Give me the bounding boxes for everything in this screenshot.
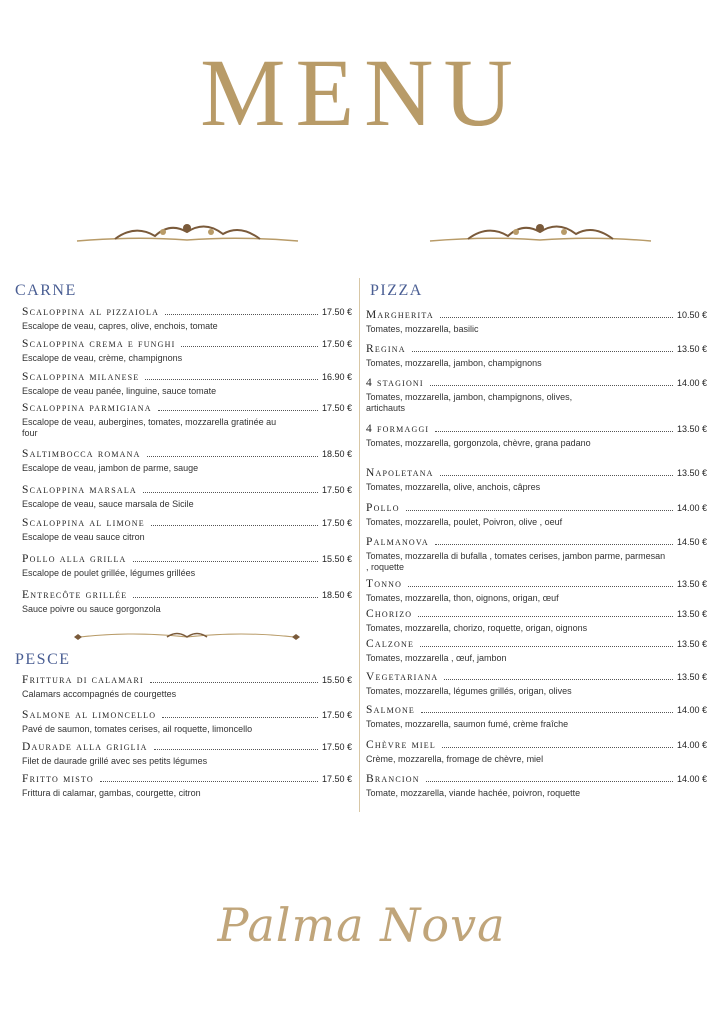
dot-leader	[430, 385, 673, 386]
item-price: 14.50 €	[676, 537, 707, 547]
item-description: Tomates, mozzarella, chorizo, roquette, origan, oignons	[366, 623, 588, 633]
item-description: Tomates, mozzarella , œuf, jambon	[366, 653, 507, 663]
menu-item	[22, 589, 352, 615]
item-name: Fritto misto	[22, 773, 94, 785]
dot-leader	[418, 616, 673, 617]
item-price: 17.50 €	[321, 710, 352, 720]
dot-leader	[145, 379, 318, 380]
menu-item	[366, 377, 707, 414]
item-description: Escalope de veau, sauce marsala de Sicile	[22, 499, 194, 509]
section-divider-ornament	[72, 628, 302, 646]
menu-item	[366, 467, 707, 493]
item-description: Escalope de veau, jambon de parme, sauge	[22, 463, 199, 473]
menu-item	[22, 517, 352, 543]
dot-leader	[426, 781, 673, 782]
item-price: 17.50 €	[321, 307, 352, 317]
dot-leader	[408, 586, 673, 587]
carne-list	[22, 306, 352, 626]
menu-item	[366, 309, 707, 335]
item-description: Tomates, mozzarella di bufalla , tomates cerises, jambon parme, parmesan , roquette	[366, 551, 666, 572]
dot-leader	[181, 346, 317, 347]
item-name: Vegetariana	[366, 671, 439, 683]
item-description: Sauce poivre ou sauce gorgonzola	[22, 604, 161, 614]
dot-leader	[420, 646, 673, 647]
section-heading-pesce: PESCE	[15, 651, 71, 668]
dot-leader	[151, 525, 318, 526]
menu-item	[22, 338, 352, 364]
menu-item	[22, 402, 352, 439]
item-name: Pollo alla grilla	[22, 553, 127, 565]
item-description: Tomates, mozzarella, gorgonzola, chèvre, grana padano	[366, 438, 591, 448]
dot-leader	[143, 492, 318, 493]
item-name: Salmone	[366, 704, 416, 716]
menu-item	[366, 502, 707, 528]
item-price: 13.50 €	[676, 344, 707, 354]
menu-item	[366, 536, 707, 573]
item-description: Calamars accompagnés de courgettes	[22, 689, 177, 699]
dot-leader	[150, 682, 318, 683]
menu-item	[22, 674, 352, 700]
item-description: Escalope de veau panée, linguine, sauce tomate	[22, 386, 217, 396]
dot-leader	[162, 717, 318, 718]
item-description: Tomates, mozzarella, légumes grillés, origan, olives	[366, 686, 572, 696]
menu-item	[22, 741, 352, 767]
item-price: 17.50 €	[321, 339, 352, 349]
item-price: 14.00 €	[676, 774, 707, 784]
item-name: Frittura di calamari	[22, 674, 144, 686]
item-price: 18.50 €	[321, 449, 352, 459]
menu-title: MENU	[200, 39, 523, 146]
menu-item	[22, 553, 352, 579]
item-price: 13.50 €	[676, 468, 707, 478]
item-name: Calzone	[366, 638, 415, 650]
column-divider	[359, 278, 360, 812]
item-price: 15.50 €	[321, 675, 352, 685]
item-description: Tomates, mozzarella, saumon fumé, crème fraîche	[366, 719, 569, 729]
section-heading-carne: CARNE	[15, 282, 77, 299]
item-description: Tomate, mozzarella, viande hachée, poivron, roquette	[366, 788, 581, 798]
dot-leader	[158, 410, 318, 411]
item-name: Daurade alla griglia	[22, 741, 148, 753]
item-name: Scaloppina marsala	[22, 484, 137, 496]
item-name: Salmone al limoncello	[22, 709, 157, 721]
section-heading-pizza: PIZZA	[370, 282, 423, 299]
dot-leader	[440, 317, 673, 318]
item-description: Escalope de veau, aubergines, tomates, mozzarella gratinée au four	[22, 417, 277, 438]
item-description: Tomates, mozzarella, thon, oignons, origan, œuf	[366, 593, 559, 603]
dot-leader	[444, 679, 673, 680]
menu-item	[22, 709, 352, 735]
item-name: Regina	[366, 343, 406, 355]
dot-leader	[133, 561, 318, 562]
dot-leader	[165, 314, 318, 315]
item-name: Entrecôte grillée	[22, 589, 128, 601]
menu-item	[366, 608, 707, 634]
item-name: Margherita	[366, 309, 434, 321]
item-price: 13.50 €	[676, 672, 707, 682]
menu-item	[366, 671, 707, 697]
menu-item	[22, 306, 352, 332]
menu-item	[366, 773, 707, 799]
item-name: 4 stagioni	[366, 377, 424, 389]
item-price: 17.50 €	[321, 774, 352, 784]
item-name: Pollo	[366, 502, 400, 514]
dot-leader	[133, 597, 318, 598]
item-price: 17.50 €	[321, 742, 352, 752]
item-name: Scaloppina al limone	[22, 517, 145, 529]
item-price: 17.50 €	[321, 403, 352, 413]
pizza-list	[366, 309, 707, 809]
item-price: 16.90 €	[321, 372, 352, 382]
item-price: 10.50 €	[676, 310, 707, 320]
item-name: Scaloppina parmigiana	[22, 402, 152, 414]
menu-item	[22, 448, 352, 474]
item-price: 14.00 €	[676, 705, 707, 715]
item-description: Escalope de poulet grillée, légumes grillées	[22, 568, 196, 578]
item-name: 4 formaggi	[366, 423, 430, 435]
menu-item	[366, 578, 707, 604]
item-price: 14.00 €	[676, 503, 707, 513]
pesce-list	[22, 674, 352, 814]
item-price: 14.00 €	[676, 378, 707, 388]
item-name: Scaloppina milanese	[22, 371, 140, 383]
item-description: Tomates, mozzarella, olive, anchois, câpres	[366, 482, 541, 492]
restaurant-logo: Palma Nova	[217, 898, 506, 952]
item-price: 14.00 €	[676, 740, 707, 750]
item-description: Crème, mozzarella, fromage de chèvre, miel	[366, 754, 544, 764]
dot-leader	[406, 510, 673, 511]
dot-leader	[442, 747, 673, 748]
item-description: Tomates, mozzarella, poulet, Poivron, olive , oeuf	[366, 517, 563, 527]
item-price: 13.50 €	[676, 609, 707, 619]
flourish-left-ornament	[75, 218, 300, 246]
item-name: Tonno	[366, 578, 403, 590]
dot-leader	[154, 749, 318, 750]
menu-item	[366, 343, 707, 369]
item-price: 13.50 €	[676, 579, 707, 589]
item-price: 17.50 €	[321, 485, 352, 495]
item-description: Filet de daurade grillé avec ses petits légumes	[22, 756, 208, 766]
menu-item	[22, 371, 352, 397]
item-name: Scaloppina al pizzaiola	[22, 306, 160, 318]
dot-leader	[440, 475, 673, 476]
item-description: Escalope de veau, crème, champignons	[22, 353, 183, 363]
menu-item	[366, 423, 707, 449]
item-name: Napoletana	[366, 467, 434, 479]
item-description: Pavé de saumon, tomates cerises, ail roquette, limoncello	[22, 724, 253, 734]
menu-item	[366, 704, 707, 730]
menu-item	[22, 484, 352, 510]
item-description: Tomates, mozzarella, basilic	[366, 324, 479, 334]
menu-item	[366, 638, 707, 664]
item-name: Scaloppina crema e funghi	[22, 338, 176, 350]
dot-leader	[147, 456, 318, 457]
item-price: 15.50 €	[321, 554, 352, 564]
item-name: Brancion	[366, 773, 420, 785]
item-name: Chorizo	[366, 608, 413, 620]
item-price: 18.50 €	[321, 590, 352, 600]
item-description: Escalope de veau, capres, olive, enchois, tomate	[22, 321, 218, 331]
item-price: 17.50 €	[321, 518, 352, 528]
menu-item	[22, 773, 352, 799]
dot-leader	[100, 781, 318, 782]
item-description: Escalope de veau sauce citron	[22, 532, 145, 542]
item-price: 13.50 €	[676, 639, 707, 649]
item-description: Tomates, mozzarella, jambon, champignons, olives, artichauts	[366, 392, 573, 413]
dot-leader	[412, 351, 673, 352]
dot-leader	[435, 431, 673, 432]
dot-leader	[421, 712, 673, 713]
item-name: Saltimbocca romana	[22, 448, 141, 460]
item-description: Tomates, mozzarella, jambon, champignons	[366, 358, 542, 368]
menu-item	[366, 739, 707, 765]
item-name: Chèvre miel	[366, 739, 436, 751]
dot-leader	[435, 544, 673, 545]
item-description: Frittura di calamar, gambas, courgette, citron	[22, 788, 201, 798]
item-name: Palmanova	[366, 536, 429, 548]
flourish-right-ornament	[428, 218, 653, 246]
item-price: 13.50 €	[676, 424, 707, 434]
